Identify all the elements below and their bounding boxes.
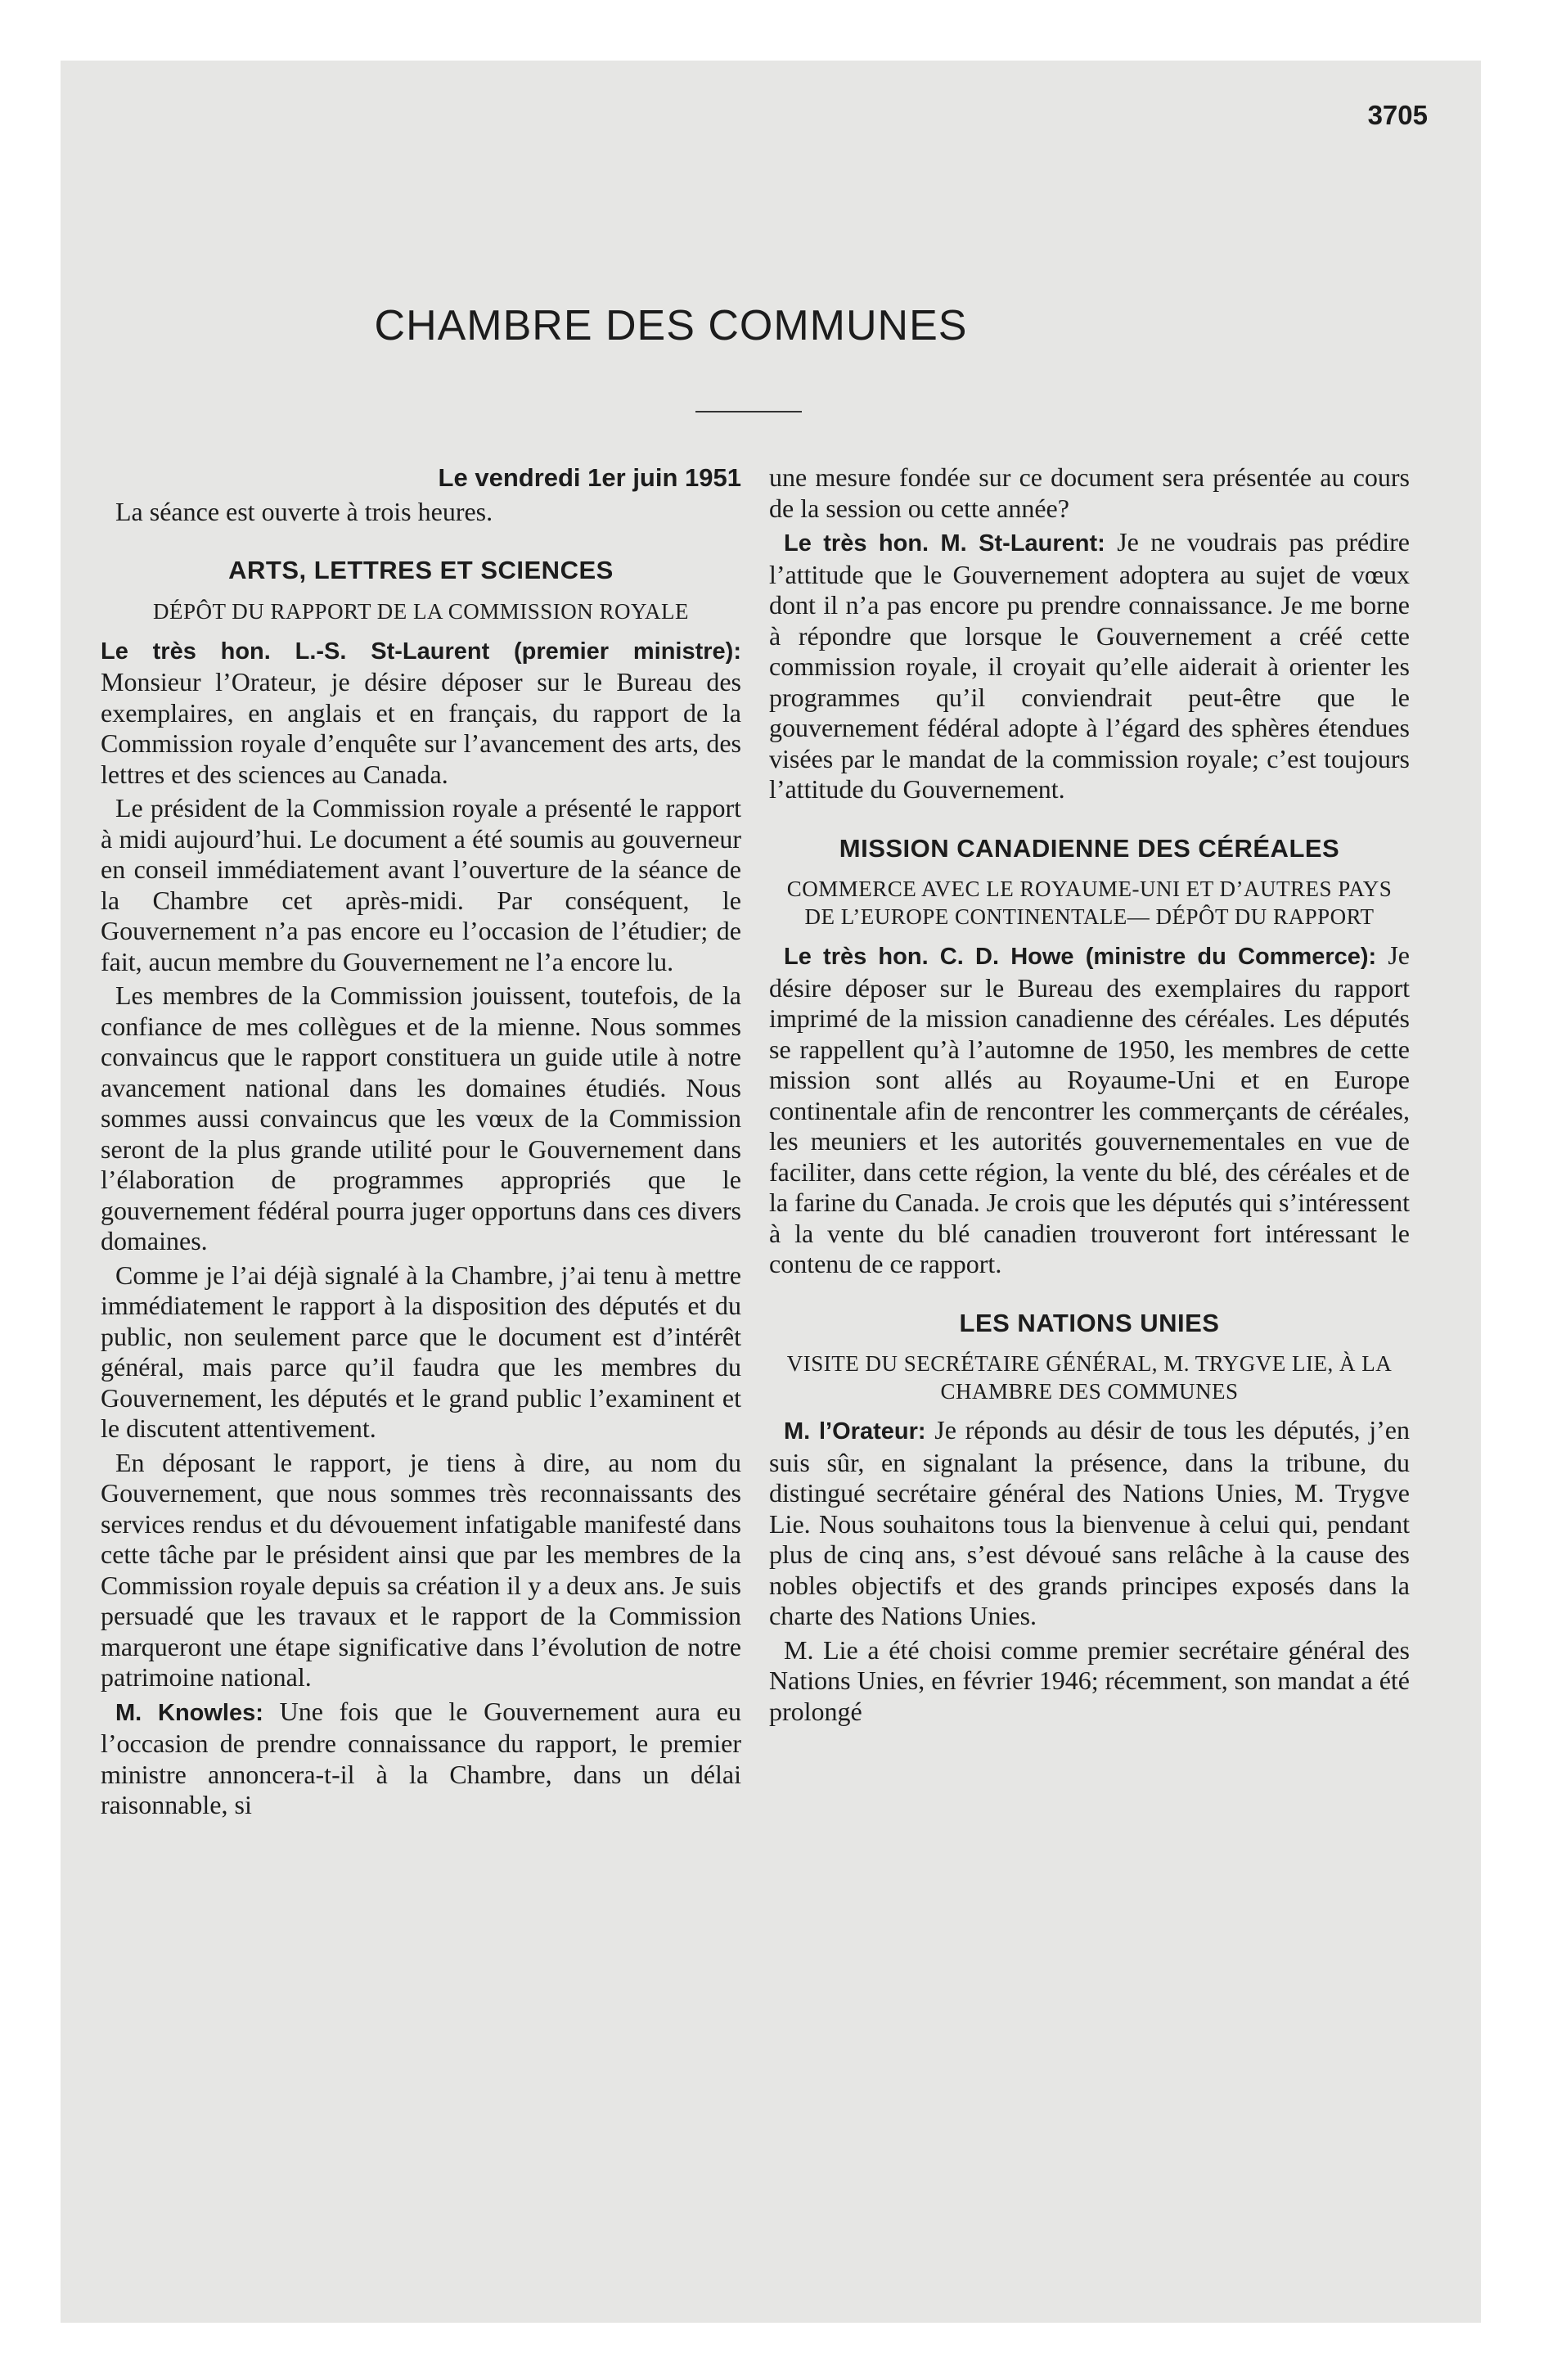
right-column	[769, 462, 1410, 2312]
section-heading-united-nations: LES NATIONS UNIES	[959, 1308, 1220, 1337]
section-subheading-united-nations: VISITE DU SECRÉTAIRE GÉNÉRAL, M. TRYGVE LIE, À LA CHAMBRE DES COMMUNES	[786, 1351, 1393, 1404]
speech-text: Je désire déposer sur le Bureau des exemplaires du rapport imprimé de la mission canadienne des céréales. Les députés se rappellent qu’à l’automne de 1950, les membres de cette mission sont allés au Royaume-Uni et en Europe continentale afin de rencontrer les commerçants de céréales, les meuniers et les autorités gouvernementales en vue de faciliter, dans cette région, la vente du blé, des céréales et de la farine du Canada. Je crois que les députés qui s’intéressent à la vente du blé canadien trouveront fort intéressant le contenu de ce rapport.	[769, 940, 1410, 1278]
speech-text: Monsieur l’Orateur, je désire déposer sur le Bureau des exemplaires, en anglais et en français, du rapport de la Commission royale d’enquête sur l’avancement des arts, des lettres et des sciences au Canada.	[101, 667, 741, 789]
opening-line: La séance est ouverte à trois heures.	[115, 496, 493, 526]
speech-paragraph	[769, 1415, 1410, 1632]
section-subheading-grain-mission: COMMERCE AVEC LE ROYAUME-UNI ET D’AUTRES PAYS DE L’EUROPE CONTINENTALE— DÉPÔT DU RAPPORT	[786, 877, 1393, 929]
page-number: 3705	[1367, 100, 1428, 130]
speech-text: Je ne voudrais pas prédire l’attitude que le Gouvernement adoptera au sujet de vœux dont il n’a pas encore pu prendre connaissance. Je me borne à répondre que lorsque le Gouvernement a créé cette commission royale, il croyait qu’elle aiderait à orienter les programmes qu’il conviendrait peut-être que le gouvernement fédéral adopte à l’égard des sphères étendues visées par le mandat de la commission royale; c’est toujours l’attitude du Gouvernement.	[769, 527, 1410, 804]
speech-paragraph	[101, 635, 741, 791]
speech-paragraph	[769, 527, 1410, 805]
speech-paragraph	[769, 940, 1410, 1280]
title-rule	[695, 411, 802, 412]
section-heading-grain-mission: MISSION CANADIENNE DES CÉRÉALES	[839, 833, 1340, 863]
paragraph: En déposant le rapport, je tiens à dire, au nom du Gouvernement, que nous sommes très reconnaissants des services rendus et du dévouement infatigable manifesté dans cette tâche par le président ainsi que par les membres de la Commission royale depuis sa création il y a deux ans. Je suis persuadé que les travaux et le rapport de la Commission marqueront une étape significative dans l’évolution de notre patrimoine national.	[101, 1447, 741, 1692]
speech-text: Je réponds au désir de tous les députés, j’en suis sûr, en signalant la présence, dans la tribune, du distingué secrétaire général des Nations Unies, M. Trygve Lie. Nous souhaitons tous la bienvenue à celui qui, pendant plus de cinq ans, s’est dévoué sans relâche à la cause des nobles objectifs et des grands principes exposés dans la charte des Nations Unies.	[769, 1415, 1410, 1630]
speaker-name: M. Knowles:	[115, 1699, 263, 1726]
page-title: CHAMBRE DES COMMUNES	[374, 302, 968, 349]
speech-text: Une fois que le Gouvernement aura eu l’occasion de prendre connaissance du rapport, le premier ministre annoncera-t-il à la Chambre, dans un délai raisonnable, si	[101, 1696, 741, 1819]
left-column	[101, 462, 741, 2312]
paragraph: Comme je l’ai déjà signalé à la Chambre, j’ai tenu à mettre immédiatement le rapport à la disposition des députés et du public, non seulement parce que le document est d’intérêt général, mais parce qu’il faudra que les membres du Gouvernement, les députés et le grand public l’examinent et le discutent attentivement.	[101, 1260, 741, 1443]
speaker-name: M. l’Orateur:	[784, 1418, 926, 1445]
sitting-date: Le vendredi 1er juin 1951	[438, 463, 741, 492]
paragraph: Le président de la Commission royale a présenté le rapport à midi aujourd’hui. Le document a été soumis au gouverneur en conseil immédiatement avant l’ouverture de la séance de la Chambre cet après-midi. Par conséquent, le Gouvernement n’a pas encore eu l’occasion de l’étudier; de fait, aucun membre du Gouvernement ne l’a encore lu.	[101, 793, 741, 976]
section-subheading-arts: DÉPÔT DU RAPPORT DE LA COMMISSION ROYALE	[153, 598, 689, 624]
speaker-name: Le très hon. M. St-Laurent:	[784, 530, 1105, 557]
speech-paragraph	[101, 1697, 741, 1821]
section-heading-arts: ARTS, LETTRES ET SCIENCES	[228, 556, 614, 584]
paragraph: une mesure fondée sur ce document sera présentée au cours de la session ou cette année?	[769, 462, 1410, 523]
speaker-name: Le très hon. L.-S. St-Laurent (premier ministre):	[101, 638, 741, 665]
speaker-name: Le très hon. C. D. Howe (ministre du Commerce):	[784, 944, 1377, 970]
paragraph: Les membres de la Commission jouissent, toutefois, de la confiance de mes collègues et de la mienne. Nous sommes convaincus que le rapport constituera un guide utile à notre avancement national dans les domaines étudiés. Nous sommes aussi convaincus que les vœux de la Commission seront de la plus grande utilité pour le Gouvernement dans l’élaboration de programmes appropriés que le gouvernement fédéral pourra juger opportuns dans ces divers domaines.	[101, 980, 741, 1255]
paragraph: M. Lie a été choisi comme premier secrétaire général des Nations Unies, en février 1946; récemment, son mandat a été prolongé	[769, 1634, 1410, 1726]
